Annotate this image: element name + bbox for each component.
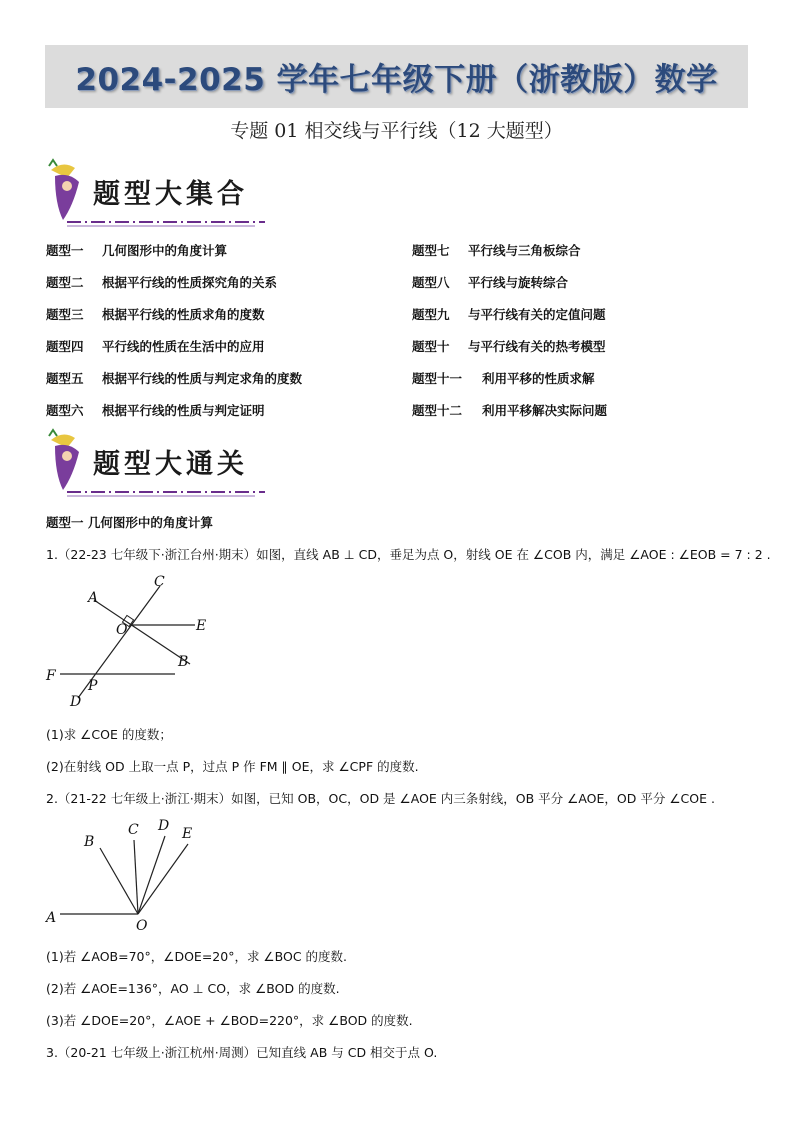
question-2-part-1: (1)若 ∠AOB=70°，∠DOE=20°，求 ∠BOC 的度数. bbox=[46, 949, 348, 964]
toc-tag: 题型二 bbox=[46, 275, 84, 290]
toc-item-right bbox=[412, 273, 568, 291]
toc-label: 根据平行线的性质与判定证明 bbox=[102, 403, 265, 418]
toc-item-right bbox=[412, 305, 606, 323]
label-P: P bbox=[88, 678, 98, 694]
toc-tag: 题型三 bbox=[46, 307, 84, 322]
toc-item-left bbox=[46, 305, 265, 323]
toc-item-left bbox=[46, 337, 265, 355]
toc-item-right bbox=[412, 241, 581, 259]
toc-label: 几何图形中的角度计算 bbox=[102, 243, 228, 258]
toc-item-left bbox=[46, 241, 227, 259]
page-subtitle: 专题 01 相交线与平行线（12 大题型） bbox=[230, 120, 563, 142]
toc-tag: 题型五 bbox=[46, 371, 84, 386]
label-D: D bbox=[158, 818, 170, 834]
section-label-collection: 题型大集合 bbox=[93, 179, 248, 210]
section-header-practice bbox=[45, 428, 275, 500]
toc-label: 平行线与旋转综合 bbox=[468, 275, 569, 290]
toc-label: 根据平行线的性质与判定求角的度数 bbox=[102, 371, 303, 386]
title-banner bbox=[45, 45, 748, 108]
toc-item-left bbox=[46, 401, 265, 419]
toc-tag: 题型十二 bbox=[412, 403, 463, 418]
toc-tag: 题型十一 bbox=[412, 371, 463, 386]
question-2-part-3: (3)若 ∠DOE=20°，∠AOE + ∠BOD=220°，求 ∠BOD 的度数. bbox=[46, 1013, 413, 1028]
toc-item-left bbox=[46, 273, 277, 291]
toc-tag: 题型一 bbox=[46, 243, 84, 258]
toc-label: 利用平移的性质求解 bbox=[482, 371, 595, 386]
toc-tag: 题型八 bbox=[412, 275, 450, 290]
question-1-part-1: (1)求 ∠COE 的度数； bbox=[46, 727, 172, 742]
section-header-collection bbox=[45, 158, 275, 230]
toc-label: 利用平移解决实际问题 bbox=[482, 403, 608, 418]
question-3-text: 3.（20-21 七年级上·浙江杭州·周测）已知直线 AB 与 CD 相交于点 O. bbox=[46, 1045, 438, 1060]
label-B: B bbox=[84, 834, 95, 850]
question-2-part-2: (2)若 ∠AOE=136°，AO ⊥ CO，求 ∠BOD 的度数. bbox=[46, 981, 340, 996]
question-1-text: 1.（22-23 七年级下·浙江台州·期末）如图，直线 AB ⊥ CD，垂足为点 O，射线 OE 在 ∠COB 内，满足 ∠AOE : ∠EOB = 7 : 2 . bbox=[46, 547, 771, 562]
question-1-figure bbox=[40, 572, 240, 712]
question-2-figure bbox=[40, 812, 210, 936]
label-O: O bbox=[116, 622, 128, 638]
toc-label: 与平行线有关的定值问题 bbox=[468, 307, 606, 322]
toc-label: 平行线与三角板综合 bbox=[468, 243, 581, 258]
label-O: O bbox=[136, 918, 148, 934]
toc-tag: 题型七 bbox=[412, 243, 450, 258]
toc-item-right bbox=[412, 337, 606, 355]
toc-tag: 题型四 bbox=[46, 339, 84, 354]
question-1-part-2: (2)在射线 OD 上取一点 P，过点 P 作 FM ∥ OE，求 ∠CPF 的度数. bbox=[46, 759, 419, 774]
banner-title: 2024-2025 学年七年级下册（浙教版）数学 bbox=[75, 62, 718, 98]
toc-item-left bbox=[46, 369, 302, 387]
toc-tag: 题型六 bbox=[46, 403, 84, 418]
topic-heading: 题型一 几何图形中的角度计算 bbox=[46, 515, 213, 530]
toc-label: 平行线的性质在生活中的应用 bbox=[102, 339, 265, 354]
label-D: D bbox=[70, 694, 82, 710]
label-B: B bbox=[178, 654, 189, 670]
question-2-text: 2.（21-22 七年级上·浙江·期末）如图，已知 OB，OC，OD 是 ∠AOE 内三条射线，OB 平分 ∠AOE，OD 平分 ∠COE . bbox=[46, 791, 715, 806]
label-E: E bbox=[196, 618, 207, 634]
toc-label: 根据平行线的性质求角的度数 bbox=[102, 307, 265, 322]
label-C: C bbox=[154, 574, 165, 590]
toc-item-right bbox=[412, 401, 607, 419]
toc-item-right bbox=[412, 369, 595, 387]
section-label-practice: 题型大通关 bbox=[93, 449, 248, 480]
toc-tag: 题型十 bbox=[412, 339, 450, 354]
toc-label: 与平行线有关的热考模型 bbox=[468, 339, 606, 354]
label-F: F bbox=[46, 668, 56, 684]
label-A: A bbox=[88, 590, 99, 606]
toc-tag: 题型九 bbox=[412, 307, 450, 322]
label-C: C bbox=[128, 822, 139, 838]
toc-label: 根据平行线的性质探究角的关系 bbox=[102, 275, 278, 290]
label-E: E bbox=[182, 826, 193, 842]
label-A: A bbox=[46, 910, 57, 926]
